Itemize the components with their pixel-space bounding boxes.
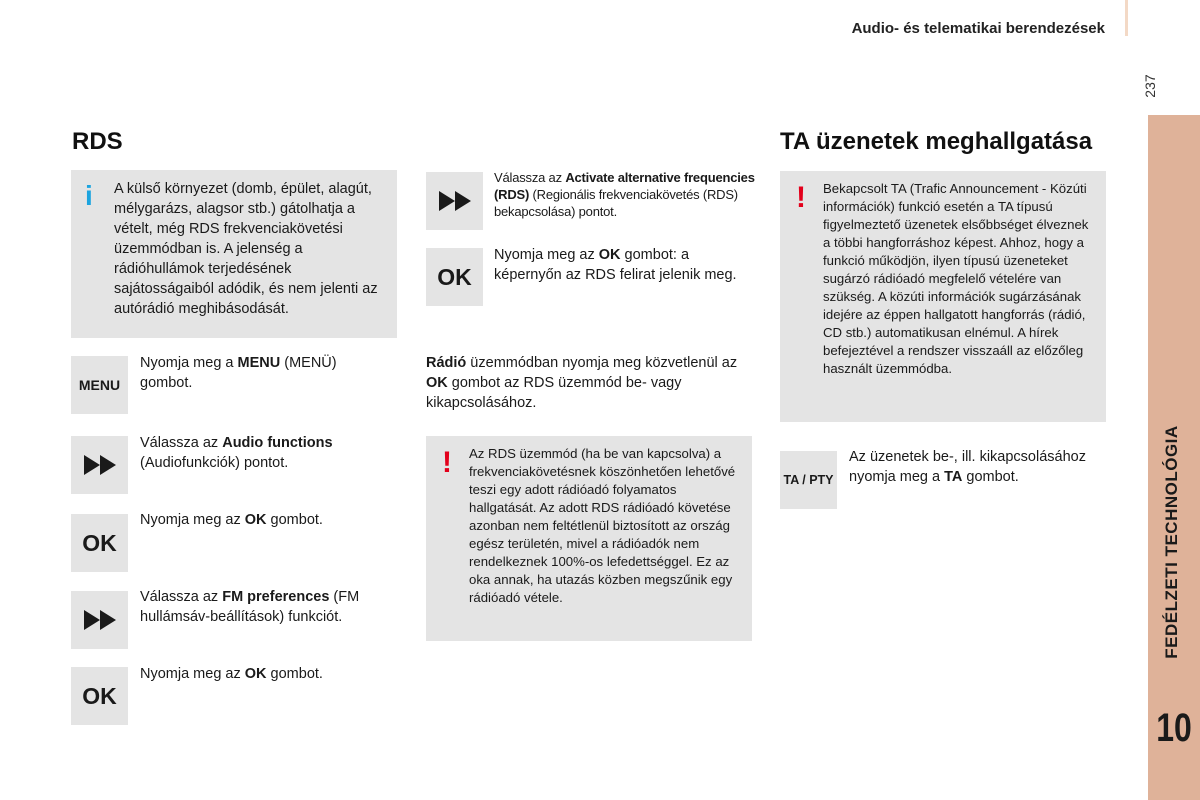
- ta-warning-text: Bekapcsolt TA (Trafic Announcement - Közúti információk) funkció esetén a TA típusú figyelmeztető üzenetek elsőbbséget élveznek a többi hangforráshoz képest. Ahhoz, hogy a funkció működjön, ilyen típusú üzeneteket sugárzó rádióadó megfelelő vételére van szükség. A közúti információk sugárzásának idejére az éppen hallgatott hangforrás (rádió, CD stb.) automatikusan elnémul. A hírek befejeztével a rendszer visszaáll az előzőleg használt üzemmódba.: [823, 181, 1089, 376]
- ta-section-title: TA üzenetek meghallgatása: [780, 128, 1093, 155]
- step-ok-text: Nyomja meg az OK gombot.: [140, 512, 323, 528]
- step-ok-text: Nyomja meg az OK gombot.: [140, 666, 323, 682]
- rds-info-text: A külső környezet (domb, épület, alagút, mélygarázs, alagsor stb.) gátolhatja a vételt, még RDS frekvenciakövetési üzemmódban is. A jelenség a rádióhullámok terjedésének sajátosságaiból adódik, és nem jelenti az autórádió meghibásodását.: [114, 181, 378, 317]
- radio-mode-paragraph: Rádió üzemmódban nyomja meg közvetlenül az OK gombot az RDS üzemmód be- vagy kikapcsolásához.: [426, 355, 738, 411]
- step-alternative-frequencies-text: Válassza az Activate alternative frequencies (RDS) (Regionális frekvenciakövetés (RDS) bekapcsolása) pontot.: [494, 170, 755, 219]
- step-menu-text: Nyomja meg a MENU (MENÜ) gombot.: [140, 355, 337, 391]
- warning-icon: !: [796, 181, 806, 214]
- fast-forward-button[interactable]: [71, 591, 128, 649]
- page-number: 237: [1142, 74, 1158, 98]
- fast-forward-button[interactable]: [426, 172, 483, 230]
- chapter-side-label: FEDÉLZETI TECHNOLÓGIA: [1162, 425, 1181, 659]
- ta-pty-button[interactable]: TA / PTY: [780, 451, 837, 509]
- rds-info-box: [71, 170, 397, 338]
- info-icon: i: [85, 180, 93, 211]
- ok-button[interactable]: OK: [426, 248, 483, 306]
- header-accent-rule: [1125, 0, 1128, 36]
- rds-warning-box: [426, 436, 752, 641]
- ok-button[interactable]: OK: [71, 514, 128, 572]
- fast-forward-icon: [84, 455, 116, 475]
- warning-icon: !: [442, 446, 452, 479]
- ta-warning-box: [780, 171, 1106, 422]
- fast-forward-icon: [84, 610, 116, 630]
- rds-warning-text: Az RDS üzemmód (ha be van kapcsolva) a frekvenciakövetésnek köszönhetően lehetővé teszi egy adott rádióadó folyamatos hallgatását. Az adott RDS rádióadó követése azonban nem feltétlenül biztosított az ország egész területén, mivel a rádióadók nem rendelkeznek 100%-os lefedettséggel. Ez az oka annak, ha utazás közben megszűnik egy rádióadó vétele.: [469, 446, 736, 605]
- running-header: Audio- és telematikai berendezések: [851, 20, 1105, 37]
- step-ok-rds-text: Nyomja meg az OK gombot: a képernyőn az RDS felirat jelenik meg.: [494, 247, 737, 283]
- chapter-number: 10: [1156, 706, 1192, 750]
- fast-forward-button[interactable]: [71, 436, 128, 494]
- ok-button[interactable]: OK: [71, 667, 128, 725]
- step-ta-text: Az üzenetek be-, ill. kikapcsolásához nyomja meg a TA gombot.: [849, 449, 1086, 485]
- rds-section-title: RDS: [72, 128, 123, 155]
- step-audio-functions-text: Válassza az Audio functions (Audiofunkciók) pontot.: [140, 435, 333, 471]
- menu-button[interactable]: MENU: [71, 356, 128, 414]
- fast-forward-icon: [439, 191, 471, 211]
- step-fm-preferences-text: Válassza az FM preferences (FM hullámsáv-beállítások) funkciót.: [140, 589, 360, 625]
